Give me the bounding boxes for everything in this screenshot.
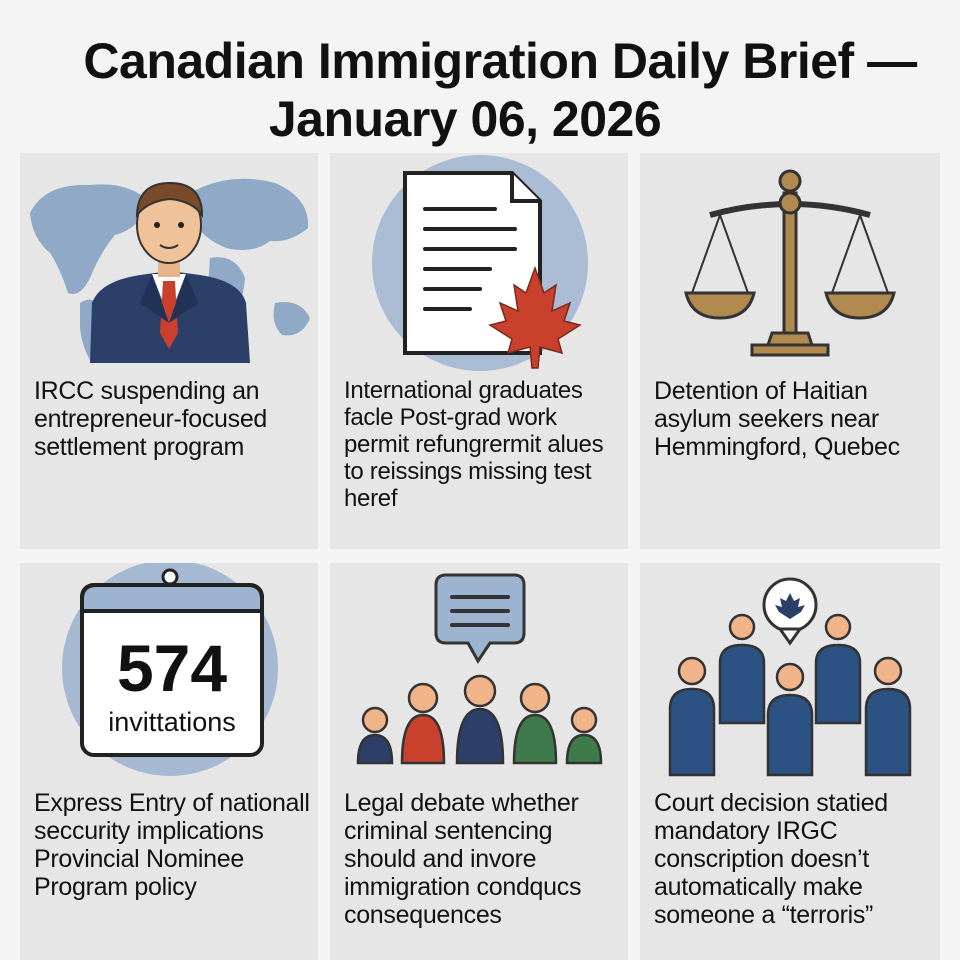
title-line-2: January 06, 2026 <box>268 91 662 147</box>
card-caption: Legal debate whether criminal sentencing should and invore immigration condqucs consequences <box>344 789 582 929</box>
news-card-express-entry[interactable] <box>20 563 318 960</box>
calendar-label: invittations <box>108 707 236 737</box>
card-caption: Court decision statied mandatory IRGC conscription doesn’t automatically make someone a “terroris” <box>654 789 888 929</box>
card-caption: IRCC suspending an entrepreneur-focused settlement program <box>34 377 268 461</box>
news-card-irgc-court[interactable] <box>640 563 940 960</box>
calendar-number: 574 <box>116 631 228 705</box>
group-maple-leaf-icon <box>640 563 940 783</box>
news-card-criminal-sentencing[interactable] <box>330 563 628 960</box>
document-maple-leaf-icon <box>330 153 628 373</box>
card-caption: International graduates facle Post-grad work permit refungrermit alues to reissings missing test heref <box>344 377 604 512</box>
card-caption: Detention of Haitian asylum seekers near Hemmingford, Quebec <box>654 377 900 461</box>
news-card-ircc-program[interactable] <box>20 153 318 549</box>
scales-of-justice-icon <box>640 153 940 373</box>
official-world-map-icon <box>20 153 318 373</box>
calendar-icon <box>20 563 318 783</box>
page-title <box>0 32 960 148</box>
news-card-graduates-permit[interactable] <box>330 153 628 549</box>
news-card-haitian-detention[interactable] <box>640 153 940 549</box>
card-caption: Express Entry of nationall seccurity implications Provincial Nominee Program policy <box>34 789 310 901</box>
title-line-1: Canadian Immigration Daily Brief — <box>83 33 917 89</box>
crowd-speech-bubble-icon <box>330 563 628 783</box>
